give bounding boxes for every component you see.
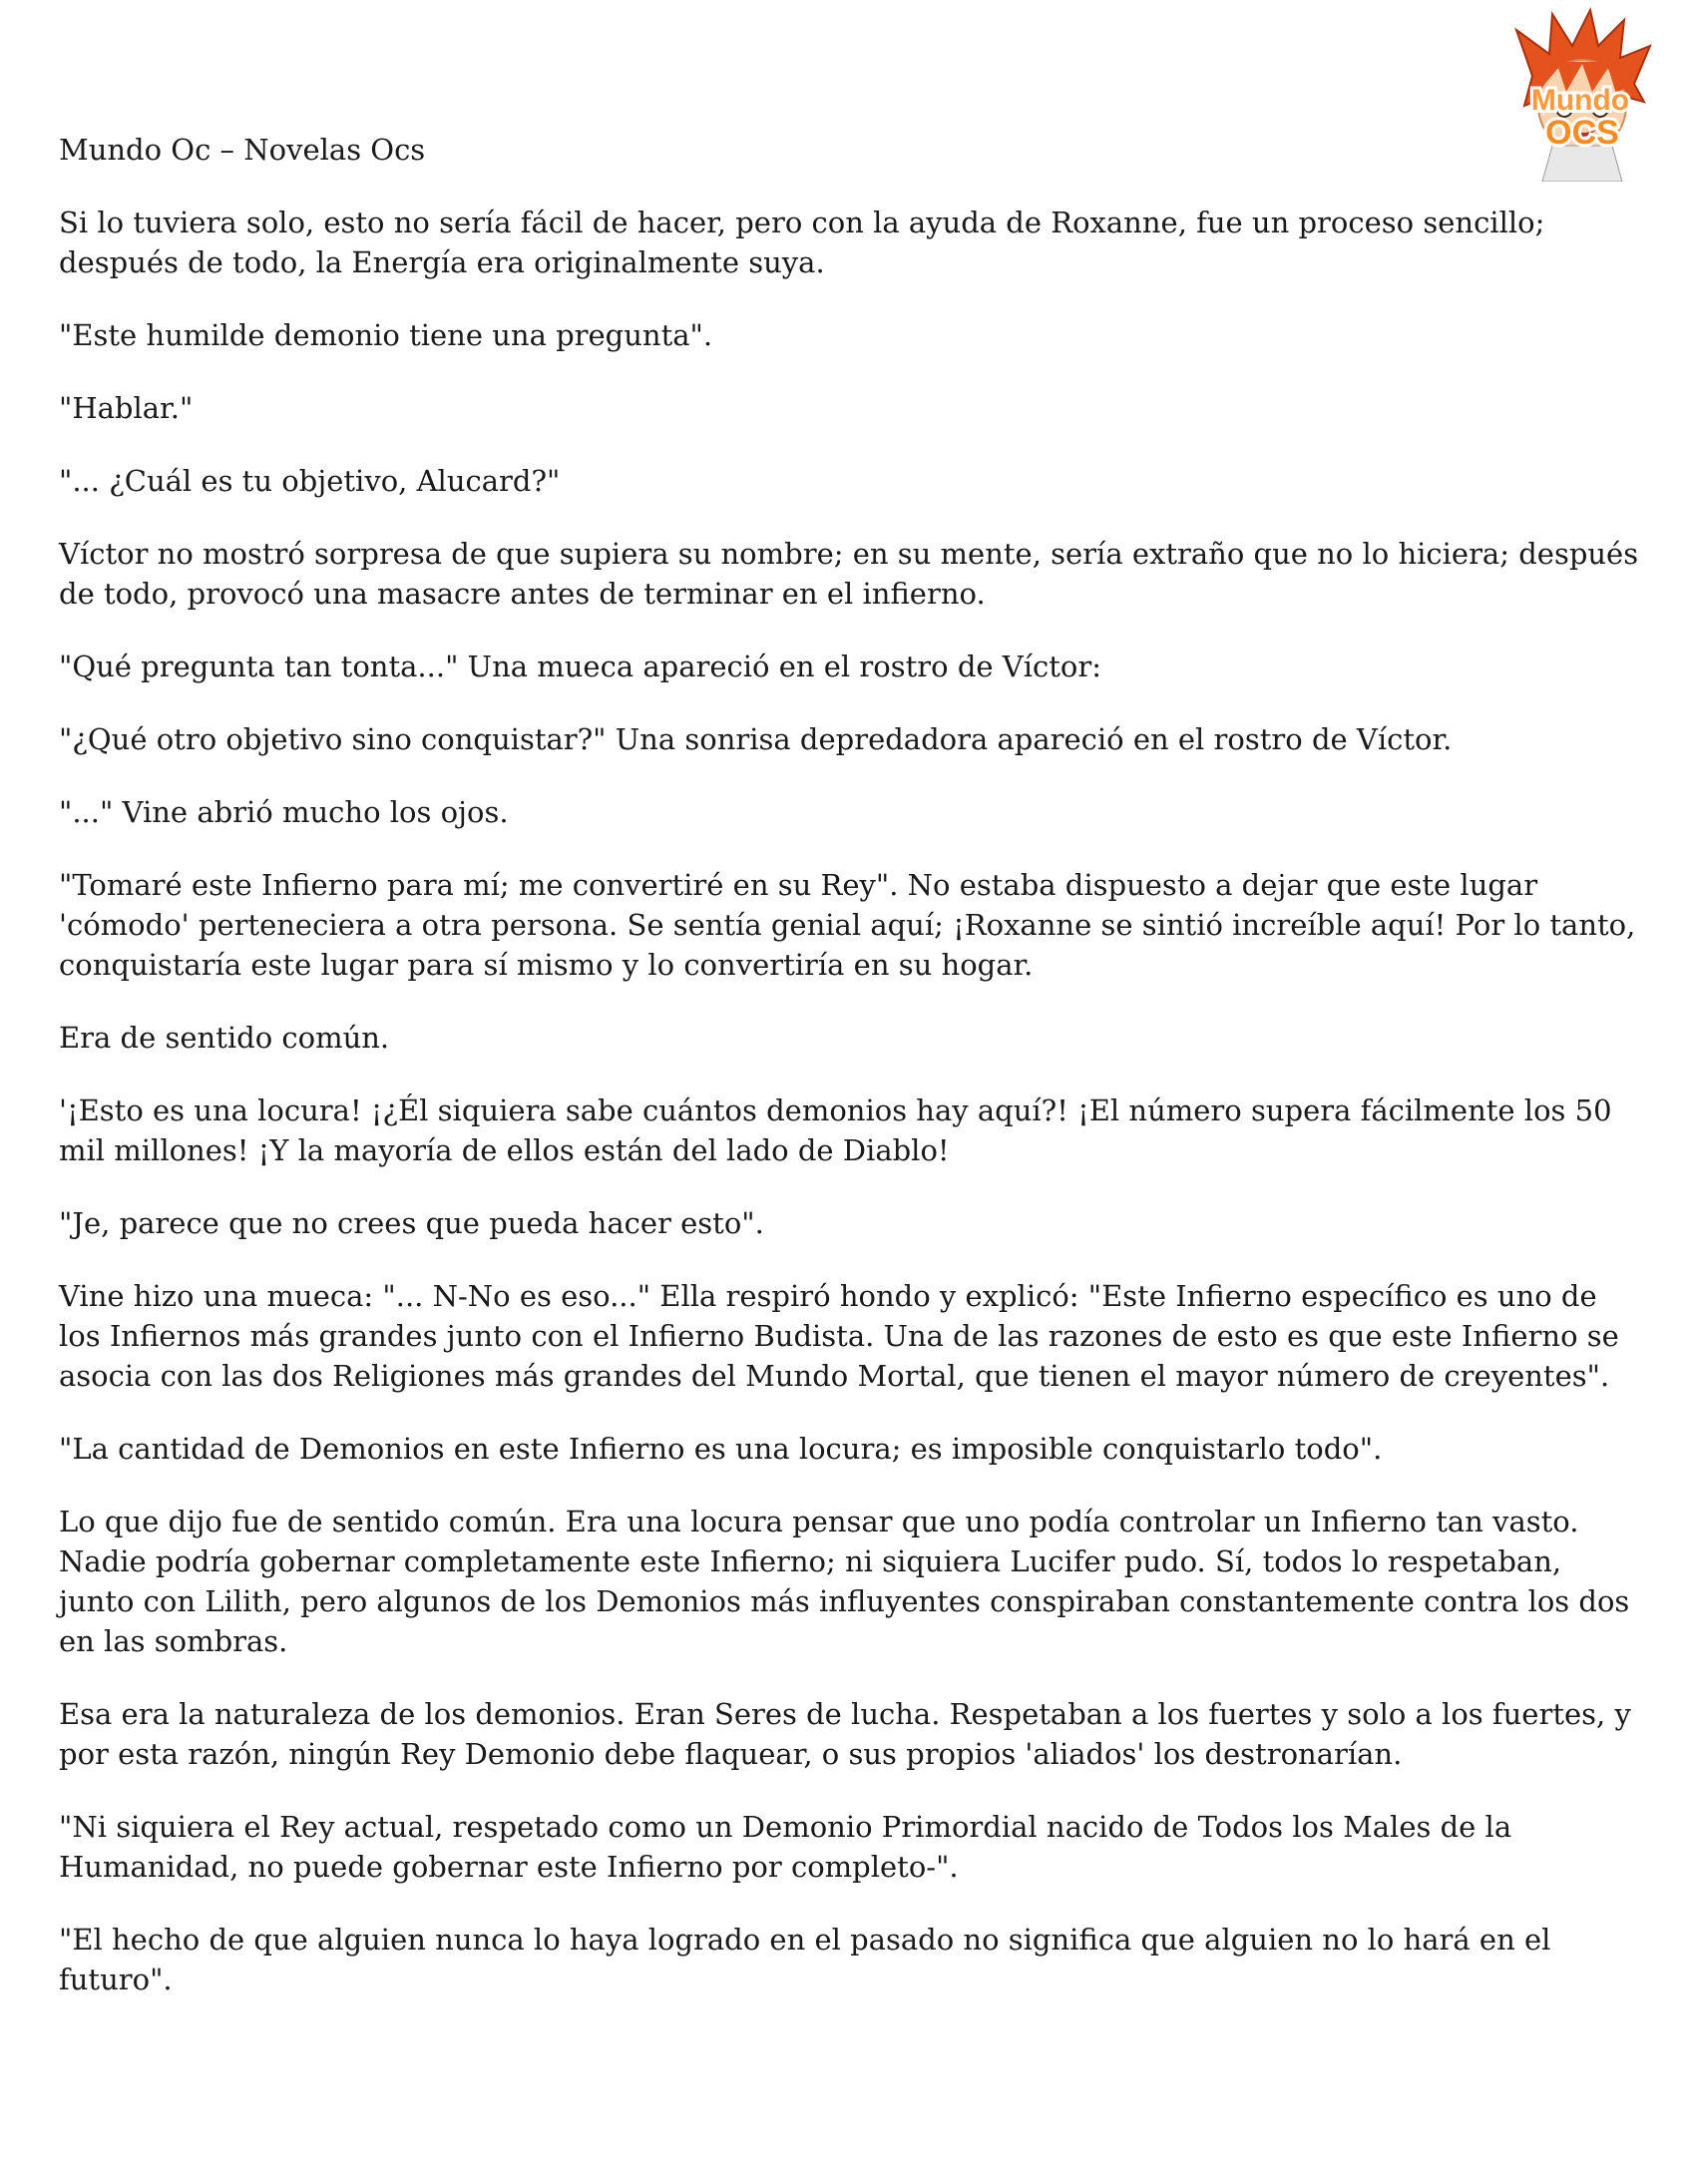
paragraph: Si lo tuviera solo, esto no sería fácil de hacer, pero con la ayuda de Roxanne, fue un proceso sencillo; después de todo, la Energía era originalmente suya. [59, 206, 1545, 279]
logo-wordmark [1531, 84, 1629, 152]
paragraph: "... ¿Cuál es tu objetivo, Alucard?" [59, 464, 561, 498]
paragraph: '¡Esto es una locura! ¡¿Él siquiera sabe cuántos demonios hay aquí?! ¡El número supera fácilmente los 50 mil millones! ¡Y la mayoría de ellos están del lado de Diablo! [59, 1093, 1612, 1167]
paragraph: "..." Vine abrió mucho los ojos. [59, 795, 509, 829]
paragraph: "Hablar." [59, 391, 194, 425]
paragraph: "¿Qué otro objetivo sino conquistar?" Una sonrisa depredadora apareció en el rostro de Víctor. [59, 722, 1453, 756]
paragraph: "Tomaré este Infierno para mí; me convertiré en su Rey". No estaba dispuesto a dejar que este lugar 'cómodo' perteneciera a otra persona. Se sentía genial aquí; ¡Roxanne se sintió increíble aquí! Por lo tanto, conquistaría este lugar para sí mismo y lo convertiría en su hogar. [59, 868, 1636, 982]
document-header: Mundo Oc – Novelas Ocs [59, 133, 426, 167]
paragraph: "La cantidad de Demonios en este Infierno es una locura; es imposible conquistarlo todo". [59, 1432, 1383, 1466]
paragraph: Lo que dijo fue de sentido común. Era una locura pensar que uno podía controlar un Infierno tan vasto. Nadie podría gobernar completamente este Infierno; ni siquiera Lucifer pudo. Sí, todos lo respetaban, junto con Lilith, pero algunos de los Demonios más influyentes conspiraban constantemente contra los dos en las sombras. [59, 1505, 1630, 1658]
paragraph: Vine hizo una mueca: "... N-No es eso..." Ella respiró hondo y explicó: "Este Infierno específico es uno de los Infiernos más grandes junto con el Infierno Budista. Una de las razones de esto es que este Infierno se asocia con las dos Religiones más grandes del Mundo Mortal, que tienen el mayor número de creyentes". [59, 1279, 1619, 1393]
logo-text-top: Mundo [1530, 84, 1630, 117]
document-body [59, 203, 1645, 2032]
paragraph: "Este humilde demonio tiene una pregunta". [59, 318, 713, 352]
mundo-ocs-logo [1494, 6, 1666, 182]
paragraph: Víctor no mostró sorpresa de que supiera su nombre; en su mente, sería extraño que no lo hiciera; después de todo, provocó una masacre antes de terminar en el infierno. [59, 537, 1639, 611]
paragraph: Esa era la naturaleza de los demonios. Eran Seres de lucha. Respetaban a los fuertes y solo a los fuertes, y por esta razón, ningún Rey Demonio debe flaquear, o sus propios 'aliados' los destronarían. [59, 1697, 1631, 1771]
paragraph: "El hecho de que alguien nunca lo haya logrado en el pasado no significa que alguien no lo hará en el futuro". [59, 1923, 1551, 1996]
paragraph: "Je, parece que no crees que pueda hacer esto". [59, 1206, 764, 1240]
paragraph: "Ni siquiera el Rey actual, respetado como un Demonio Primordial nacido de Todos los Males de la Humanidad, no puede gobernar este Infierno por completo-". [59, 1810, 1512, 1884]
paragraph: "Qué pregunta tan tonta..." Una mueca apareció en el rostro de Víctor: [59, 650, 1101, 683]
anime-character-logo-icon [1494, 6, 1666, 182]
logo-text-bottom: OCS [1545, 114, 1619, 152]
paragraph: Era de sentido común. [59, 1021, 390, 1055]
